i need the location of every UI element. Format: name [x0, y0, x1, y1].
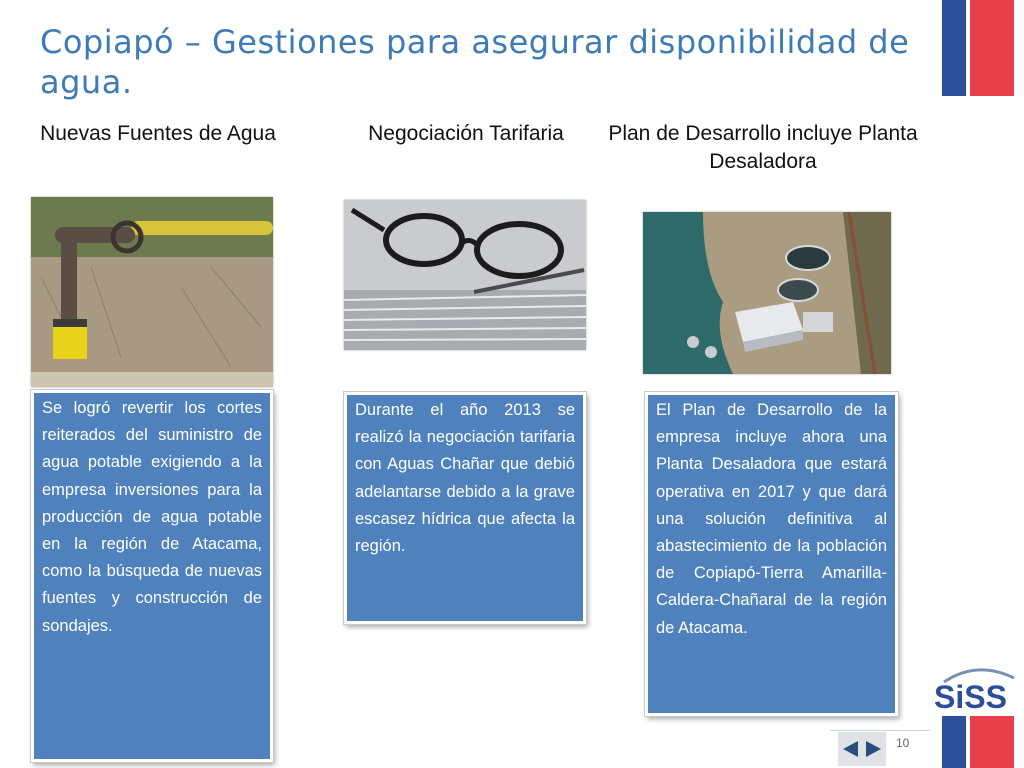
svg-text:SiSS: SiSS	[934, 679, 1007, 715]
chile-flag-stripe-top	[942, 0, 1014, 96]
chile-flag-stripe-bottom	[942, 716, 1014, 768]
text-box-plan-desarrollo: El Plan de Desarrollo de la empresa incluye ahora una Planta Desaladora que estará operativa en 2017 y que dará una solución definitiva al abastecimiento de la población de Copiapó-Tierra Amarilla-Caldera-Chañaral de la región de Atacama.	[645, 392, 898, 716]
slide-title: Copiapó – Gestiones para asegurar disponibilidad de agua.	[40, 23, 910, 101]
desalination-plant-aerial-photo	[643, 212, 891, 374]
glasses-on-papers-photo	[344, 200, 586, 350]
triangle-right-icon[interactable]	[866, 741, 881, 757]
footer-divider	[830, 730, 930, 731]
heading-negociacion: Negociación Tarifaria	[368, 122, 564, 145]
siss-logo	[930, 664, 1024, 720]
heading-plan-desarrollo: Plan de Desarrollo incluye Planta Desaladora	[608, 122, 918, 173]
slide-navigation	[838, 732, 886, 766]
pipe-valve-photo	[31, 197, 273, 387]
text-box-negociacion: Durante el año 2013 se realizó la negociación tarifaria con Aguas Chañar que debió adelantarse debido a la grave escasez hídrica que afecta la región.	[344, 392, 586, 624]
page-number: 10	[896, 736, 910, 750]
heading-nuevas-fuentes: Nuevas Fuentes de Agua	[40, 122, 276, 145]
text-box-nuevas-fuentes: Se logró revertir los cortes reiterados del suministro de agua potable exigiendo a la empresa inversiones para la producción de agua potable en la región de Atacama, como la búsqueda de nuevas fuentes y construcción de sondajes.	[31, 390, 273, 762]
triangle-left-icon[interactable]	[843, 741, 858, 757]
